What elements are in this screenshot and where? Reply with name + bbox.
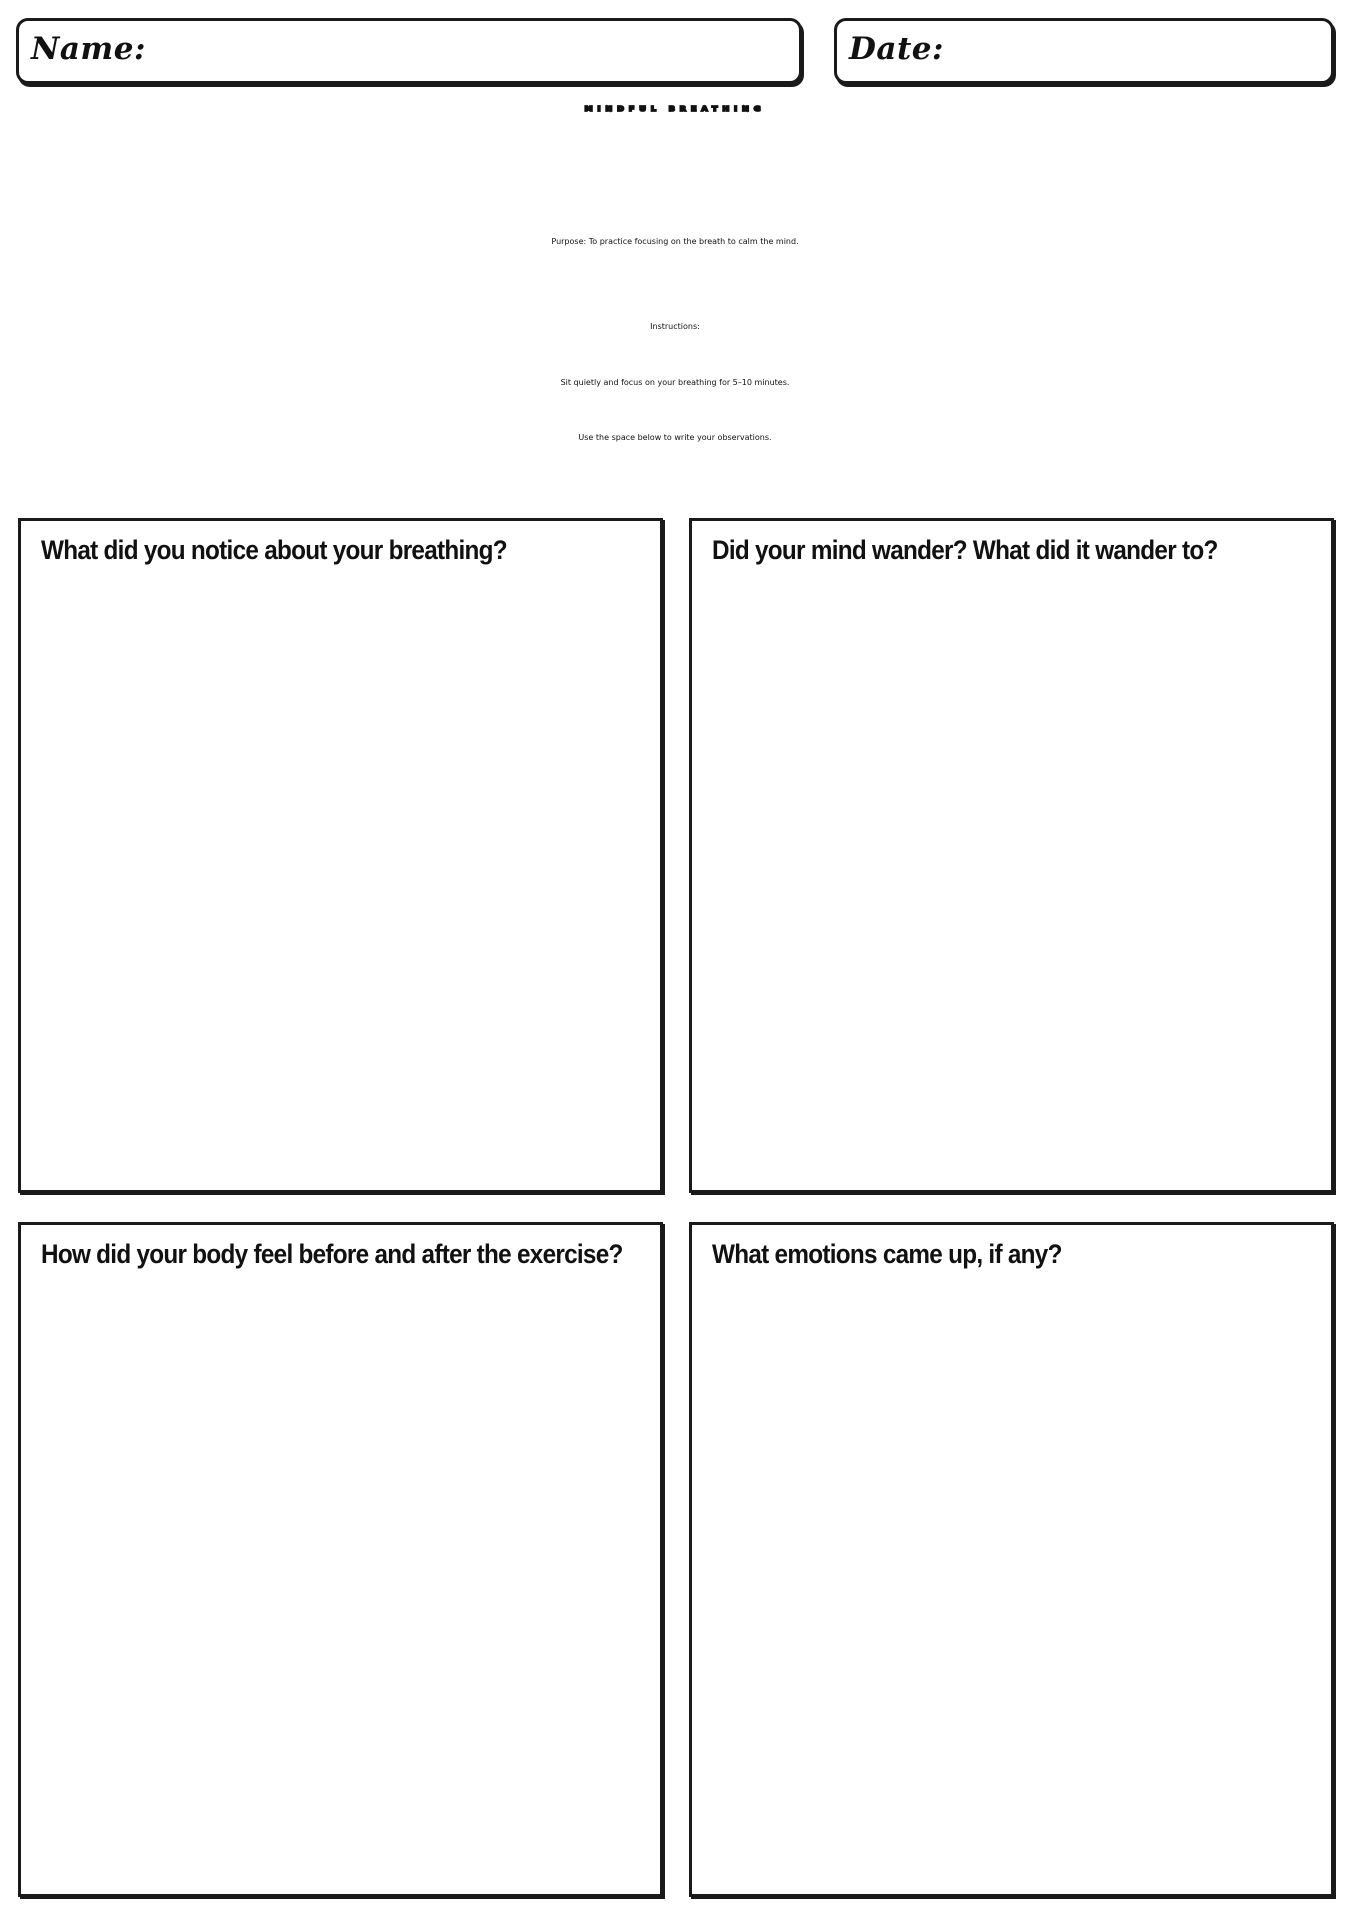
purpose-text: Purpose: To practice focusing on the breath to calm the mind. <box>551 237 799 246</box>
instructions-line-2: Use the space below to write your observations. <box>578 433 772 442</box>
prompt-box-emotions[interactable] <box>689 1222 1334 1897</box>
instructions-line-1: Sit quietly and focus on your breathing for 5–10 minutes. <box>560 378 790 387</box>
date-field[interactable] <box>834 18 1334 84</box>
date-label: Date: <box>849 31 944 67</box>
prompt-label: What did you notice about your breathing? <box>41 535 507 565</box>
prompt-label: What emotions came up, if any? <box>712 1239 1062 1269</box>
prompt-label: Did your mind wander? What did it wander to? <box>712 535 1218 565</box>
prompt-label: How did your body feel before and after the exercise? <box>41 1239 623 1269</box>
prompt-box-breathing[interactable] <box>18 518 663 1193</box>
instructions-heading: Instructions: <box>650 322 700 331</box>
page-title: MINDFUL BREATHING <box>584 104 766 113</box>
prompt-box-mind-wander[interactable] <box>689 518 1334 1193</box>
name-label: Name: <box>31 31 146 67</box>
prompt-box-body-feel[interactable] <box>18 1222 663 1897</box>
name-field[interactable] <box>16 18 802 84</box>
